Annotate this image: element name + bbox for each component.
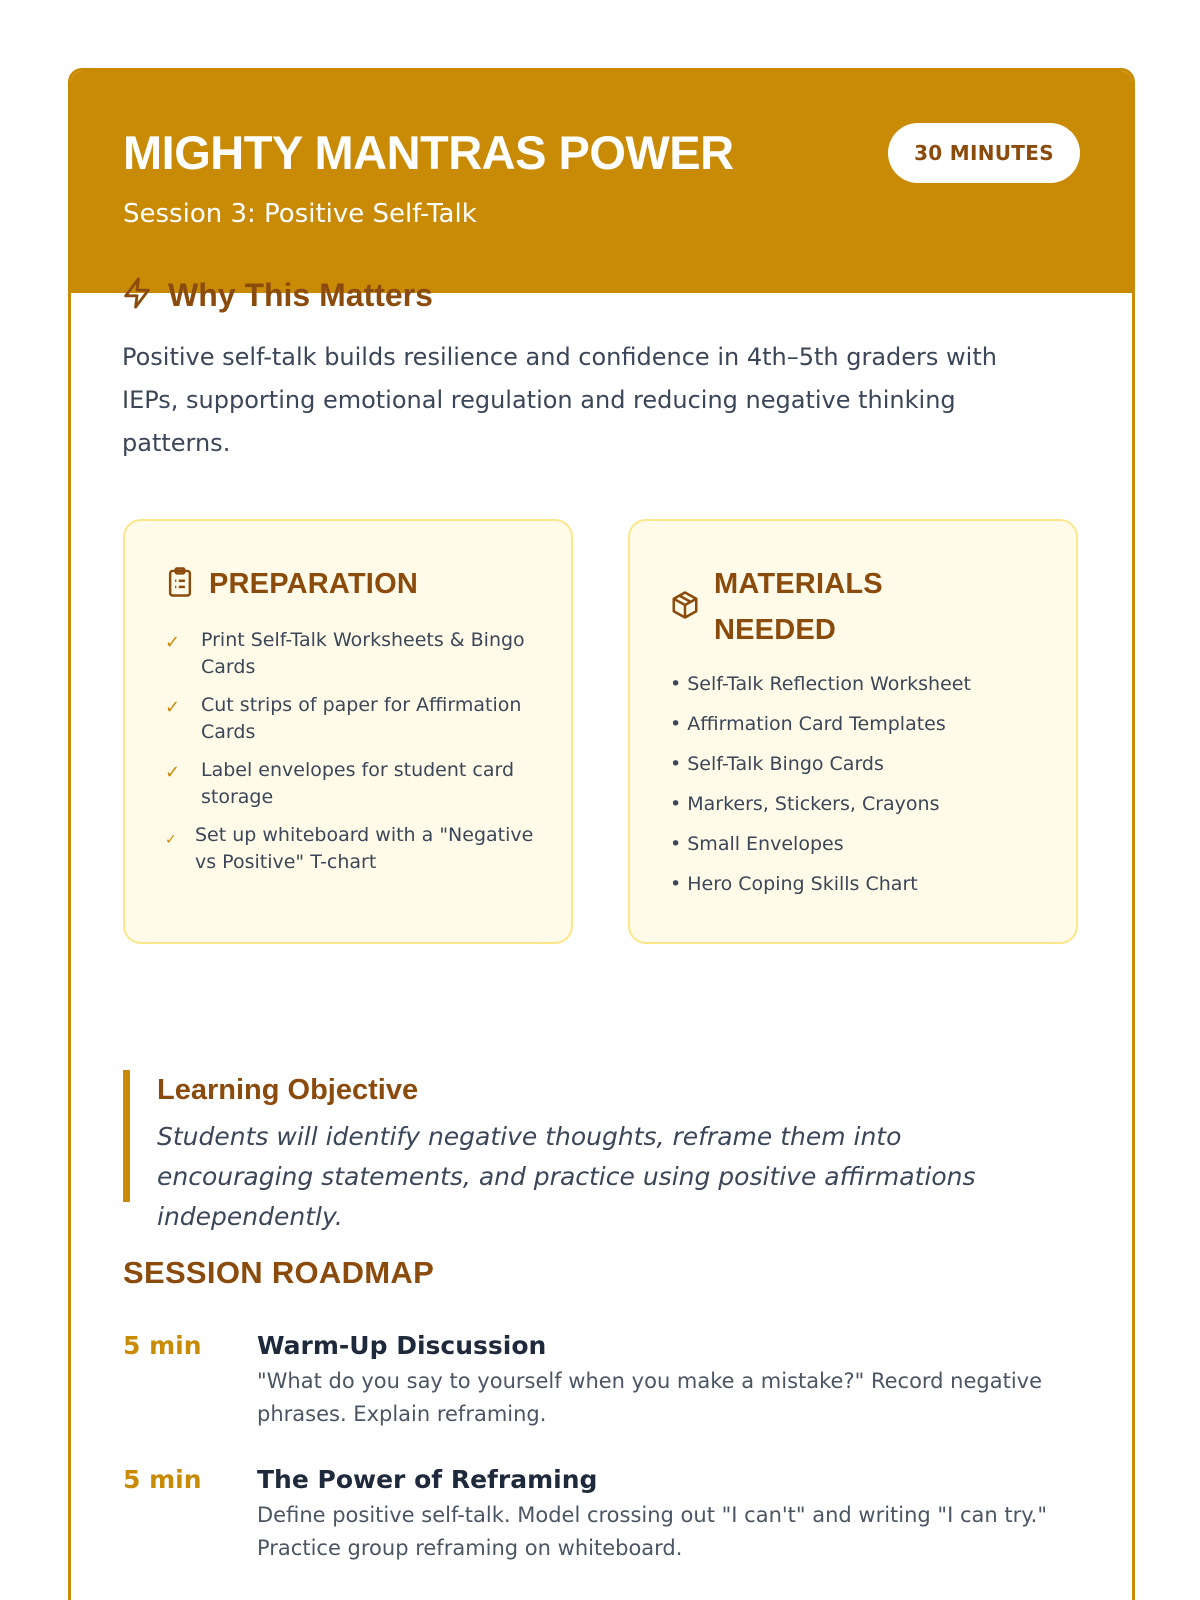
list-item: • Self-Talk Reflection Worksheet (670, 673, 971, 695)
check-icon: ✓ (165, 697, 181, 718)
step-text: Define positive self-talk. Model crossing out "I can't" and writing "I can try." Practice group reframing on whiteboard. (257, 1503, 1047, 1560)
check-icon: ✓ (165, 762, 181, 783)
preparation-box (123, 519, 573, 944)
lesson-title: MIGHTY MANTRAS POWER (123, 126, 734, 179)
clipboard-icon (165, 566, 195, 602)
roadmap-step (123, 1330, 1063, 1431)
why-header (120, 276, 433, 314)
box-icon (670, 590, 700, 624)
why-text: Positive self-talk builds resilience and confidence in 4th–5th graders with IEPs, supporting emotional regulation and reducing negative thinking patterns. (122, 343, 997, 457)
objective-heading: Learning Objective (157, 1074, 419, 1106)
step-title: Warm-Up Discussion (257, 1331, 547, 1360)
list-item: • Self-Talk Bingo Cards (670, 753, 884, 775)
materials-list (670, 671, 1050, 911)
roadmap-step (123, 1464, 1063, 1565)
step-duration: 5 min (123, 1465, 202, 1494)
list-item: ✓ Label envelopes for student card storage (165, 757, 545, 811)
list-item: ✓ Set up whiteboard with a "Negative vs Positive" T-chart (165, 822, 545, 876)
materials-heading: MATERIALS NEEDED (714, 568, 883, 646)
materials-box (628, 519, 1078, 944)
lightning-icon (120, 276, 154, 314)
why-heading: Why This Matters (168, 276, 433, 313)
preparation-list (165, 627, 545, 887)
list-item: • Markers, Stickers, Crayons (670, 793, 940, 815)
lesson-content (68, 0, 1135, 1600)
roadmap-heading: SESSION ROADMAP (123, 1255, 435, 1290)
check-icon: ✓ (165, 632, 181, 653)
lesson-subtitle: Session 3: Positive Self-Talk (123, 199, 477, 229)
step-duration: 5 min (123, 1331, 202, 1360)
duration-badge: 30 MINUTES (888, 123, 1080, 183)
objective-text: Students will identify negative thoughts, reframe them into encouraging statements, and practice using positive affirmations independently. (157, 1122, 976, 1231)
materials-header (670, 561, 1050, 653)
list-item: • Hero Coping Skills Chart (670, 873, 918, 895)
learning-objective (123, 1070, 1063, 1231)
step-text: "What do you say to yourself when you make a mistake?" Record negative phrases. Explain reframing. (257, 1369, 1043, 1426)
step-title: The Power of Reframing (257, 1465, 598, 1494)
preparation-header (165, 561, 418, 607)
check-icon: ✓ (165, 832, 177, 848)
list-item: ✓ Cut strips of paper for Affirmation Cards (165, 692, 545, 746)
preparation-heading: PREPARATION (209, 568, 418, 600)
list-item: • Small Envelopes (670, 833, 844, 855)
list-item: • Affirmation Card Templates (670, 713, 946, 735)
list-item: ✓ Print Self-Talk Worksheets & Bingo Cards (165, 627, 545, 681)
